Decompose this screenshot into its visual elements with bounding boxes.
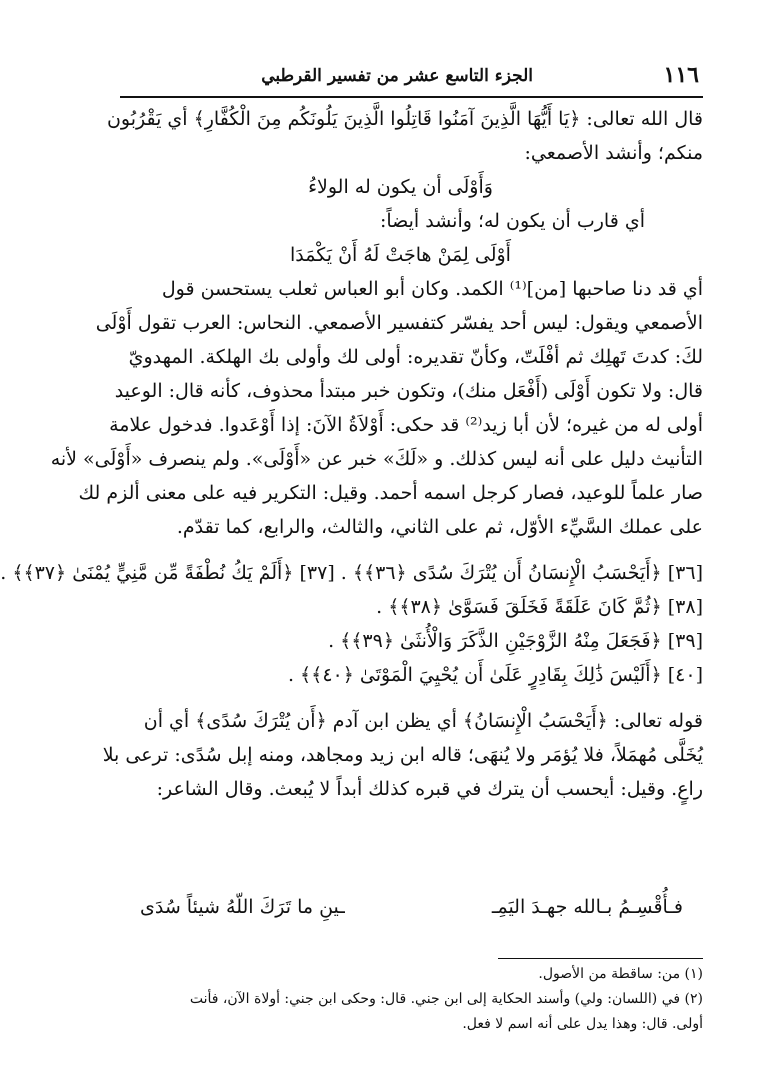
footnotes bbox=[90, 962, 703, 1037]
text-line: الأصمعي ويقول: ليس أحد يفسّر كتفسير الأصمعي. النحاس: العرب تقول أَوْلَى bbox=[95, 312, 703, 334]
footnote: (١) من: ساقطة من الأصول. bbox=[538, 966, 703, 982]
text-line: منكم؛ وأنشد الأصمعي: bbox=[524, 142, 703, 164]
text-line: أي قد دنا صاحبها [من]⁽¹⁾ الكمد. وكان أبو العباس ثعلب يستحسن قول bbox=[161, 278, 703, 300]
main-text bbox=[0, 102, 703, 806]
footnote-divider bbox=[498, 958, 703, 959]
text-line: لكَ: كدتَ تَهلِك ثم أفْلَتّ، وكأنّ تقديره: أولى لك وأولى بك الهلكة. المهدويّ bbox=[128, 346, 703, 368]
quran-verse: [٣٦] ﴿أَيَحْسَبُ الْإِنسَانُ أَن يُتْرَكَ سُدًى ﴿٣٦﴾﴾ . [٣٧] ﴿أَلَمْ يَكُ نُطْفَةً مِّن مَّنِيٍّ يُمْنَىٰ ﴿٣٧﴾﴾ . bbox=[0, 562, 703, 584]
quran-verse: [٣٨] ﴿ثُمَّ كَانَ عَلَقَةً فَخَلَقَ فَسَوَّىٰ ﴿٣٨﴾﴾ . bbox=[376, 596, 703, 618]
text-line: قوله تعالى: ﴿أَيَحْسَبُ الْإِنسَانُ﴾ أي يظن ابن آدم ﴿أَن يُتْرَكَ سُدًى﴾ أي أن bbox=[143, 710, 703, 732]
footnote: (٢) في (اللسان: ولي) وأسند الحكاية إلى ابن جني. قال: وحكى ابن جني: أولاة الآن، فأنت bbox=[189, 991, 703, 1007]
text-line: التأنيث دليل على أنه ليس كذلك. و «لَكَ» خبر عن «أَوْلَى». ولم ينصرف «أَوْلَى» لأنه bbox=[50, 448, 703, 470]
poem-first-hemistich: فـأُقْسِـمُ بـالله جهـدَ اليَمِـ bbox=[491, 896, 683, 918]
quran-verse: [٤٠] ﴿أَلَيْسَ ذَٰلِكَ بِقَادِرٍ عَلَىٰ أَن يُحْيِيَ الْمَوْتَىٰ ﴿٤٠﴾﴾ . bbox=[287, 664, 703, 686]
text-line: أولى له من غيره؛ لأن أبا زيد⁽²⁾ قد حكى: أَوْلاَةُ الآنَ: إذا أَوْعَدوا. فدخول علامة bbox=[109, 414, 703, 436]
quoted-verse: وَأَوْلَى أن يكون له الولاءُ bbox=[308, 176, 493, 198]
text-line: صار علماً للوعيد، فصار كرجل اسمه أحمد. وقيل: التكرير فيه على معنى ألزم لك bbox=[78, 482, 703, 504]
text-line: على عملك السَّيِّء الأوّل، ثم على الثاني، والثالث، والرابع، كما تقدّم. bbox=[176, 516, 703, 538]
page-header bbox=[120, 56, 703, 98]
text-line: يُخَلَّى مُهمَلاً، فلا يُؤمَر ولا يُنهَى؛ قاله ابن زيد ومجاهد، ومنه إبل سُدًى: ترعى بلا bbox=[102, 744, 703, 766]
quoted-verse: أَوْلَى لِمَنْ هاجَتْ لَهُ أَنْ يَكْمَدَا bbox=[290, 244, 511, 266]
text-line: أي قارب أن يكون له؛ وأنشد أيضاً: bbox=[379, 210, 645, 232]
page-number: ١١٦ bbox=[663, 62, 699, 88]
running-title: الجزء التاسع عشر من تفسير القرطبي bbox=[261, 66, 533, 86]
text-line: راعٍ. وقيل: أيحسب أن يترك في قبره كذلك أبداً لا يُبعث. وقال الشاعر: bbox=[156, 778, 703, 800]
poem-line bbox=[140, 896, 693, 930]
poem-second-hemistich: ـينِ ما تَرَكَ اللّهُ شيئاً سُدَى bbox=[140, 896, 345, 918]
text-line: قال: ولا تكون أَوْلَى (أَفْعَل منك)، وتكون خبر مبتدأ محذوف، كأنه قال: الوعيد bbox=[114, 380, 703, 402]
quran-verse: [٣٩] ﴿فَجَعَلَ مِنْهُ الزَّوْجَيْنِ الذَّكَرَ وَالْأُنثَىٰ ﴿٣٩﴾﴾ . bbox=[328, 630, 703, 652]
text-line: قال الله تعالى: ﴿يَا أَيُّهَا الَّذِينَ آمَنُوا قَاتِلُوا الَّذِينَ يَلُونَكُم مِنَ الْكُفَّارِ﴾ أي يَقْرُبُون bbox=[106, 108, 703, 130]
footnote: أولى. قال: وهذا يدل على أنه اسم لا فعل. bbox=[462, 1016, 703, 1032]
